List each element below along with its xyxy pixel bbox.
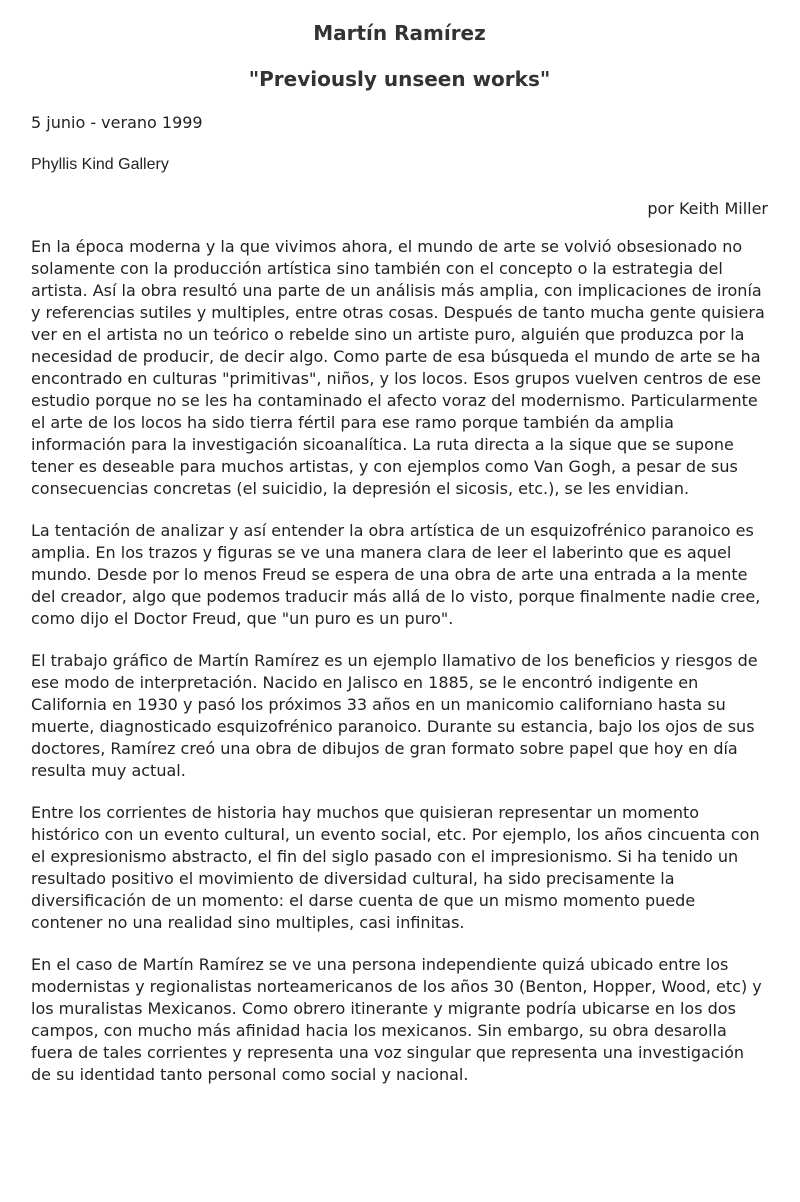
article-subtitle: "Previously unseen works" <box>248 67 551 91</box>
body-paragraph: En la época moderna y la que vivimos ahora, el mundo de arte se volvió obsesionado no solamente con la producción artística sino también con el concepto o la estrategia del artista. Así la obra resultó una parte de un análisis más amplia, con implicaciones de ironía y referencias sutiles y multiples, entre otras cosas. Después de tanto mucha gente quisiera ver en el artista no un teórico o rebelde sino un artiste puro, alguién que produzca por la necesidad de producir, de decir algo. Como parte de esa búsqueda el mundo de arte se ha encontrado en culturas "primitivas", niños, y los locos. Esos grupos vuelven centros de ese estudio porque no se les ha contaminado el afecto voraz del modernismo. Particularmente el arte de los locos ha sido tierra fértil para ese ramo porque también da amplia información para la investigación sicoanalítica. La ruta directa a la sique que se supone tener es deseable para muchos artistas, y con ejemplos como Van Gogh, a pesar de sus consecuencias concretas (el suicidio, la depresión el sicosis, etc.), se les envidian. <box>31 237 765 498</box>
body-paragraph: El trabajo gráfico de Martín Ramírez es un ejemplo llamativo de los beneficios y riesgos de ese modo de interpretación. Nacido en Jalisco en 1885, se le encontró indigente en California en 1930 y pasó los próximos 33 años en un manicomio californiano hasta su muerte, diagnosticado esquizofrénico paranoico. Durante su estancia, bajo los ojos de sus doctores, Ramírez creó una obra de dibujos de gran formato sobre papel que hoy en día resulta muy actual. <box>31 651 758 780</box>
article-title: Martín Ramírez <box>313 21 486 45</box>
author-byline: por Keith Miller <box>647 199 768 218</box>
exhibition-date: 5 junio - verano 1999 <box>31 113 203 132</box>
body-paragraph: En el caso de Martín Ramírez se ve una persona independiente quizá ubicado entre los modernistas y regionalistas norteamericanos de los años 30 (Benton, Hopper, Wood, etc) y los muralistas Mexicanos. Como obrero itinerante y migrante podría ubicarse en los dos campos, con mucho más afinidad hacia los mexicanos. Sin embargo, su obra desarolla fuera de tales corrientes y representa una voz singular que representa una investigación de su identidad tanto personal como social y nacional. <box>31 955 762 1084</box>
body-paragraph: La tentación de analizar y así entender la obra artística de un esquizofrénico paranoico es amplia. En los trazos y figuras se ve una manera clara de leer el laberinto que es aquel mundo. Desde por lo menos Freud se espera de una obra de arte una entrada a la mente del creador, algo que podemos traducir más allá de lo visto, porque finalmente nadie cree, como dijo el Doctor Freud, que "un puro es un puro". <box>31 521 761 628</box>
gallery-name: Phyllis Kind Gallery <box>31 156 169 173</box>
body-paragraph: Entre los corrientes de historia hay muchos que quisieran representar un momento histórico con un evento cultural, un evento social, etc. Por ejemplo, los años cincuenta con el expresionismo abstracto, el fin del siglo pasado con el impresionismo. Si ha tenido un resultado positivo el movimiento de diversidad cultural, ha sido precisamente la diversificación de un momento: el darse cuenta de que un mismo momento puede contener no una realidad sino multiples, casi infinitas. <box>31 803 760 932</box>
article-body <box>31 236 768 1106</box>
